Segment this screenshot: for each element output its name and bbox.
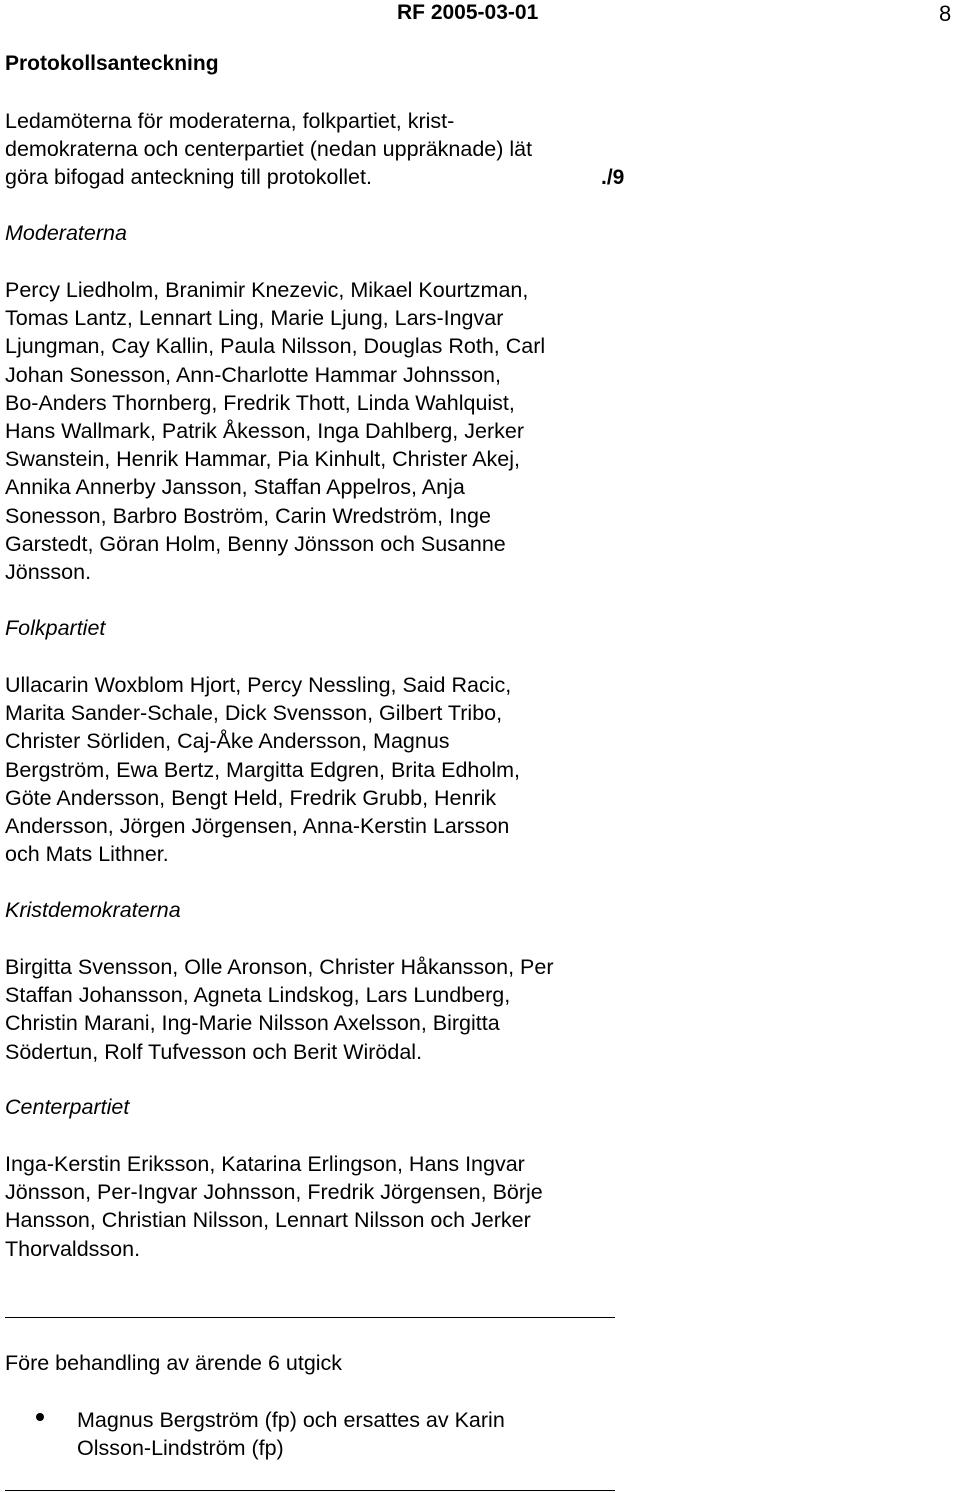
divider-line [5,1490,615,1491]
note-bullet-line: Magnus Bergström (fp) och ersattes av Karin [77,1408,505,1432]
member-list-folkpartiet [5,671,520,868]
bullet-icon [36,1413,44,1421]
member-line: Garstedt, Göran Holm, Benny Jönsson och Susanne [5,531,506,556]
intro-line: göra bifogad anteckning till protokollet. [5,165,372,190]
header-date: RF 2005-03-01 [397,1,539,24]
member-line: Jönsson. [5,560,92,585]
member-line: Bergström, Ewa Bertz, Margitta Edgren, Brita Edholm, [5,757,521,782]
page-number: 8 [939,1,952,26]
note-bullet-line: Olsson-Lindström (fp) [77,1436,284,1461]
member-line: Andersson, Jörgen Jörgensen, Anna-Kerstin Larsson [5,814,510,839]
divider-line [5,1317,615,1318]
member-list-centerpartiet [5,1150,543,1263]
member-line: Christin Marani, Ing-Marie Nilsson Axelsson, Birgitta [5,1011,500,1036]
member-list-moderaterna [5,276,545,586]
member-line: Johan Sonesson, Ann-Charlotte Hammar Johnsson, [5,362,501,387]
member-line: Bo-Anders Thornberg, Fredrik Thott, Linda Wahlquist, [5,390,515,415]
member-line: Jönsson, Per-Ingvar Johnsson, Fredrik Jörgensen, Börje [5,1180,543,1205]
intro-paragraph [5,107,532,192]
page-title: Protokollsanteckning [5,52,219,75]
member-line: Annika Annerby Jansson, Staffan Appelros, Anja [5,475,465,500]
member-line: Ljungman, Cay Kallin, Paula Nilsson, Douglas Roth, Carl [5,334,546,359]
member-line: Christer Sörliden, Caj-Åke Andersson, Magnus [5,729,450,754]
member-line: och Mats Lithner. [5,842,169,867]
intro-line: demokraterna och centerpartiet (nedan uppräknade) lät [5,137,533,162]
member-line: Thorvaldsson. [5,1236,141,1261]
member-line: Marita Sander-Schale, Dick Svensson, Gilbert Tribo, [5,701,503,726]
section-heading-moderaterna: Moderaterna [5,221,127,245]
member-list-kristdemokraterna [5,953,554,1066]
member-line: Sonesson, Barbro Boström, Carin Wredström, Inge [5,503,491,528]
member-line: Hans Wallmark, Patrik Åkesson, Inga Dahlberg, Jerker [5,419,524,444]
member-line: Birgitta Svensson, Olle Aronson, Christer Håkansson, Per [5,955,554,979]
member-line: Staffan Johansson, Agneta Lindskog, Lars Lundberg, [5,983,511,1008]
member-line: Hansson, Christian Nilsson, Lennart Nilsson och Jerker [5,1208,531,1233]
member-line: Södertun, Rolf Tufvesson och Berit Wirödal. [5,1039,423,1064]
intro-line: Ledamöterna för moderaterna, folkpartiet, krist- [5,109,455,133]
note-heading: Före behandling av ärende 6 utgick [5,1351,343,1375]
section-heading-kristdemokraterna: Kristdemokraterna [5,898,181,922]
member-line: Inga-Kerstin Eriksson, Katarina Erlingson, Hans Ingvar [5,1152,525,1176]
member-line: Tomas Lantz, Lennart Ling, Marie Ljung, Lars-Ingvar [5,306,504,331]
member-line: Göte Andersson, Bengt Held, Fredrik Grubb, Henrik [5,785,497,810]
member-line: Percy Liedholm, Branimir Knezevic, Mikael Kourtzman, [5,278,529,302]
section-heading-folkpartiet: Folkpartiet [5,616,106,640]
section-heading-centerpartiet: Centerpartiet [5,1095,130,1119]
note-bullet-item [77,1406,505,1462]
member-line: Swanstein, Henrik Hammar, Pia Kinhult, Christer Akej, [5,447,521,472]
attachment-reference: ./9 [601,166,625,189]
member-line: Ullacarin Woxblom Hjort, Percy Nessling, Said Racic, [5,673,512,697]
